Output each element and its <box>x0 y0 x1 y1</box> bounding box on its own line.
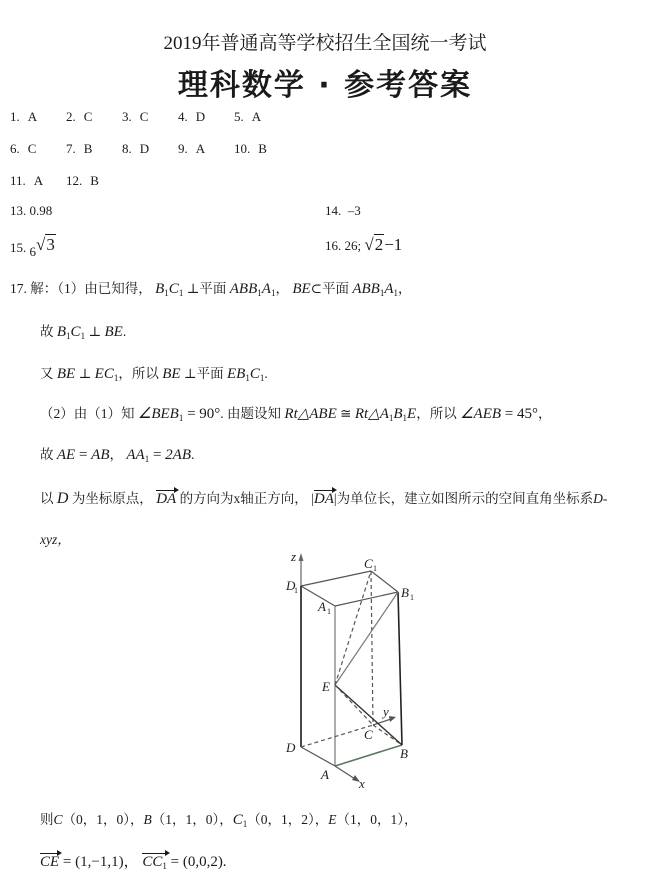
part-label: （2） <box>40 406 74 421</box>
choice-answer <box>122 109 148 125</box>
label-sub: 1 <box>327 607 331 616</box>
punct: . <box>122 324 127 339</box>
choice-answer <box>122 141 149 157</box>
edge-c1c <box>371 571 373 725</box>
answer-value: 0.98 <box>29 203 53 218</box>
q17-line-6: 以 D 为坐标原点， DA 的方向为x轴正方向， |DA|为单位长，建立如图所示的空间直角坐标系D- <box>40 490 608 507</box>
question-number: 9. <box>178 141 188 156</box>
answer-letter: C <box>27 141 37 156</box>
point-b: B <box>143 812 152 827</box>
punct: ， <box>275 281 289 296</box>
question-number: 15. <box>10 240 27 255</box>
answer-first: 26; <box>344 238 362 253</box>
q17-line-9 <box>40 850 227 871</box>
label-d: D <box>286 740 296 755</box>
coords-e: （1，0，1）， <box>336 812 418 827</box>
sqrt-expression: √3 <box>36 235 55 254</box>
perp-symbol: ⊥ <box>78 366 92 381</box>
math-be: BE <box>104 324 123 340</box>
math-b1c1: $B_1C_1$ <box>56 324 86 341</box>
edge-d1c1 <box>301 571 371 586</box>
question-number: 13. <box>10 203 27 218</box>
point-e: E <box>328 812 337 827</box>
punct: ， <box>398 281 412 296</box>
punct: . <box>191 447 195 462</box>
edge-c1b1 <box>371 571 398 592</box>
vector-cc1-value: = (0,0,2). <box>166 854 227 870</box>
math-abb1a1: $ABB_1A_1$ <box>352 281 398 298</box>
solve-label: 解： <box>30 281 58 296</box>
question-number: 3. <box>122 109 132 124</box>
q17-line-8 <box>40 808 418 829</box>
label-e: E <box>322 679 330 694</box>
math-d-dash: D- <box>593 491 608 506</box>
text: 又 <box>40 366 54 381</box>
page-title: 理科数学 · 参考答案 <box>177 68 473 103</box>
text: 的方向为x轴正方向， <box>179 491 308 506</box>
question-number: 6. <box>10 141 20 156</box>
question-number: 5. <box>234 109 244 124</box>
x-axis <box>335 766 355 779</box>
exam-title: 2019年普通高等学校招生全国统一考试 <box>163 33 487 54</box>
text: 为单位长，建立如图所示的空间直角坐标系 <box>336 491 594 506</box>
math-xyz: xyz， <box>40 532 71 547</box>
answer-letter: D <box>195 109 206 124</box>
label-c1: C <box>364 556 373 571</box>
math-be: BE <box>162 366 181 382</box>
math-be: BE <box>292 281 311 297</box>
coords-c1: （0，1，2）， <box>247 812 329 827</box>
question-number: 2. <box>66 109 76 124</box>
question-number: 11. <box>10 173 26 188</box>
answer-15 <box>10 235 56 260</box>
q17-line-5 <box>40 443 194 464</box>
sqrt-expression: √2 <box>364 235 384 254</box>
text: 以 <box>40 491 54 506</box>
text: 则 <box>40 812 54 827</box>
edge-b1a1 <box>335 592 398 606</box>
math-ae-ab: AE = AB <box>56 447 110 463</box>
edge-ec <box>335 685 373 725</box>
edge-ec1 <box>335 571 371 685</box>
answer-value: –3 <box>347 203 361 218</box>
math-be: BE <box>56 366 76 382</box>
question-number: 14. <box>325 203 342 218</box>
prism-diagram <box>270 545 430 790</box>
question-number: 16. <box>325 238 342 253</box>
choice-answer <box>66 173 99 189</box>
text: 由题设知 <box>227 406 282 421</box>
edge-dc <box>301 725 373 747</box>
vector-da: DA <box>156 491 177 507</box>
text: 由（1）知 <box>73 406 135 421</box>
choice-answer <box>178 141 205 157</box>
answer-rest: −1 <box>384 235 403 254</box>
coords-c: （0，1，0）， <box>62 812 144 827</box>
perp-symbol: ⊥ <box>88 324 102 339</box>
answer-16 <box>325 235 402 255</box>
question-number: 10. <box>234 141 251 156</box>
answer-letter: C <box>83 109 93 124</box>
math-ec1: $EC_1$ <box>94 366 119 383</box>
answer-letter: B <box>90 173 99 188</box>
point-c: C <box>53 812 63 827</box>
q17-line-1 <box>10 277 412 298</box>
answer-letter: C <box>139 109 149 124</box>
math-angle-beb1: $\angle BEB_1 = 90^\circ$ <box>137 406 221 423</box>
choice-answer <box>66 109 92 125</box>
y-axis-arrow <box>389 716 396 722</box>
label-b: B <box>400 746 408 761</box>
choice-answer <box>10 109 37 125</box>
label-y: y <box>383 704 389 719</box>
choice-answer <box>10 141 36 157</box>
answer-letter: A <box>27 109 38 124</box>
label-b1: B <box>401 585 409 600</box>
math-b1c1: $B_1C_1$ <box>155 281 184 298</box>
vector-cc1: $CC_1$ <box>142 854 167 871</box>
text: 由已知得， <box>84 281 152 296</box>
radicand: 3 <box>46 235 55 254</box>
text: 为坐标原点， <box>71 491 153 506</box>
perp-symbol: ⊥ <box>183 366 197 381</box>
answer-letter: D <box>139 141 150 156</box>
math-d: D <box>56 490 69 507</box>
text: 所以 <box>131 366 159 381</box>
question-number: 4. <box>178 109 188 124</box>
answer-letter: A <box>251 109 262 124</box>
text: 平面 <box>199 281 227 296</box>
punct: ， <box>118 366 132 381</box>
q17-line-7 <box>40 528 71 548</box>
question-number: 8. <box>122 141 132 156</box>
answer-coef: 6 <box>29 244 36 259</box>
answer-13 <box>10 203 52 219</box>
question-number: 7. <box>66 141 76 156</box>
congruent-symbol: ≅ <box>340 406 352 421</box>
question-number: 1. <box>10 109 20 124</box>
label-d1: D <box>286 578 296 593</box>
q17-line-2 <box>40 320 126 341</box>
math-rt-a1b1e: $Rt\triangle A_1B_1E$ <box>354 406 417 423</box>
choice-answer <box>178 109 205 125</box>
text: 平面 <box>321 281 349 296</box>
math-abb1a1: $ABB_1A_1$ <box>229 281 276 298</box>
question-number: 17. <box>10 281 27 296</box>
choice-answer <box>234 141 267 157</box>
label-z: z <box>291 549 297 564</box>
label-sub: 1 <box>373 564 377 573</box>
subset-symbol: ⊂ <box>310 281 322 296</box>
punct: ， <box>109 447 123 462</box>
point-c1: $C_1$ <box>232 812 248 829</box>
coords-b: （1，1，0）， <box>151 812 233 827</box>
answer-letter: B <box>83 141 93 156</box>
answer-letter: A <box>195 141 206 156</box>
q17-line-4 <box>40 402 552 423</box>
q17-line-3 <box>40 362 268 383</box>
perp-symbol: ⊥ <box>186 281 200 296</box>
label-sub: 1 <box>410 593 414 602</box>
z-axis-arrow <box>299 553 304 561</box>
math-aa1-2ab: $AA_1 = 2AB$ <box>126 447 191 464</box>
punct: . <box>264 366 268 381</box>
text: 故 <box>40 447 54 462</box>
math-rt-abe: Rt△ABE <box>284 406 337 422</box>
answer-letter: A <box>33 173 44 188</box>
radicand: 2 <box>374 235 384 254</box>
text: 故 <box>40 324 54 339</box>
answer-14 <box>325 203 361 219</box>
text: 平面 <box>196 366 224 381</box>
label-sub: 1 <box>294 586 298 595</box>
answer-letter: B <box>258 141 267 156</box>
choice-answer <box>234 109 261 125</box>
question-number: 12. <box>66 173 83 188</box>
math-angle-aeb: ∠AEB = 45° <box>460 406 538 422</box>
label-a: A <box>321 767 329 782</box>
punct: ， <box>538 406 552 421</box>
punct: . <box>220 406 224 421</box>
edge-b1b <box>398 592 402 745</box>
vector-ce: CE <box>40 854 60 870</box>
label-c: C <box>364 727 373 742</box>
text: 所以 <box>429 406 457 421</box>
part-label: （1） <box>57 281 85 296</box>
label-x: x <box>359 776 365 790</box>
label-a1: A <box>318 599 326 614</box>
vector-ce-value: = (1,−1,1)， <box>59 854 139 870</box>
edge-da <box>301 747 335 766</box>
edge-ab <box>335 745 402 766</box>
vector-da: DA <box>313 491 334 507</box>
choice-answer <box>10 173 43 189</box>
choice-answer <box>66 141 92 157</box>
punct: ， <box>416 406 430 421</box>
math-eb1c1: $EB_1C_1$ <box>226 366 265 383</box>
edge-eb1 <box>335 592 398 685</box>
